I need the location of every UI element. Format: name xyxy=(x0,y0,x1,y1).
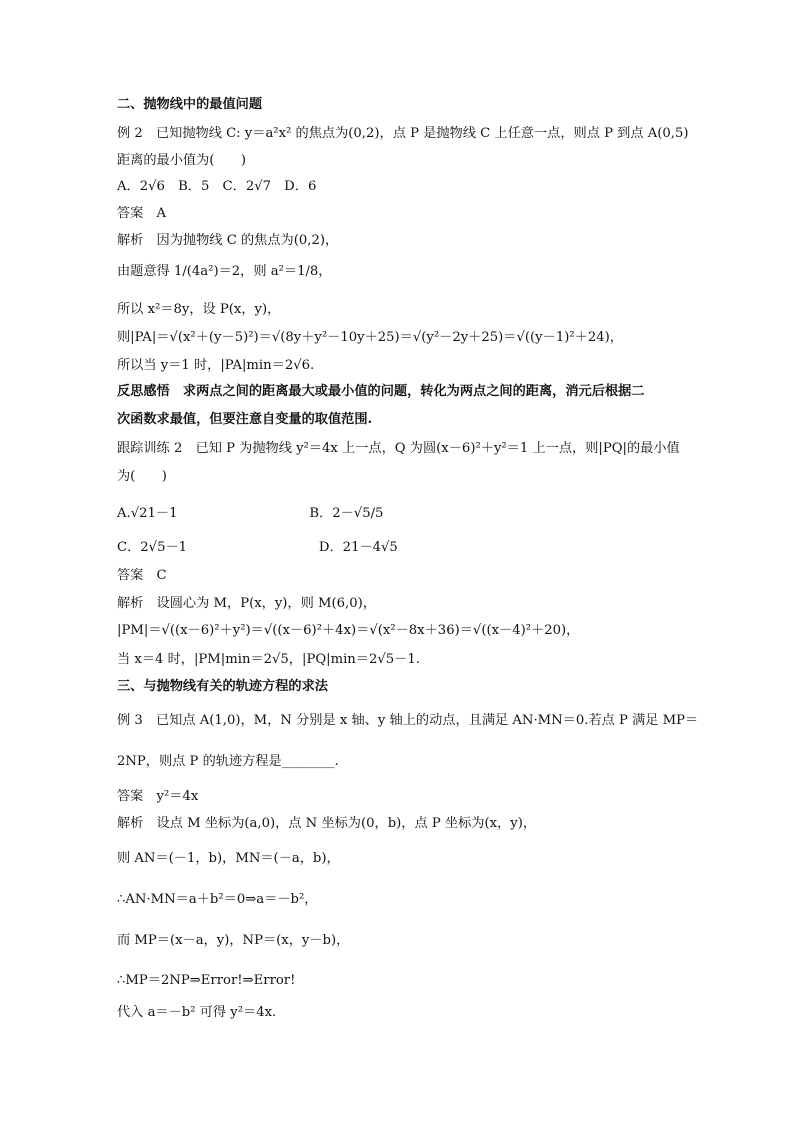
example-2-question-cont: 距离的最小值为( ) xyxy=(117,153,246,168)
example-3-analysis-line: 代入 a＝－b² 可得 y²＝4x. xyxy=(117,1005,277,1020)
example-2-analysis-line: 所以当 y＝1 时，|PA|min＝2√6. xyxy=(117,358,315,373)
example-3-question: 例 3 已知点 A(1,0)，M，N 分别是 x 轴、y 轴上的动点，且满足 AN·MN＝0.若点 P 满足 MP＝ xyxy=(117,713,699,728)
section-heading-2: 二、抛物线中的最值问题 xyxy=(117,97,263,112)
example-2-analysis-line: 所以 x²＝8y，设 P(x，y)， xyxy=(117,302,281,317)
practice-2-analysis-line: |PM|＝√((x－6)²＋y²)＝√((x－6)²＋4x)＝√(x²－8x＋36)＝√((x－4)²＋20)， xyxy=(117,623,580,638)
practice-2-analysis: 解析 设圆心为 M，P(x，y)，则 M(6,0)， xyxy=(117,596,376,611)
practice-2-options-cd: C．2√5－1 D．21－4√5 xyxy=(117,540,398,555)
example-2-analysis-line: 则|PA|＝√(x²＋(y－5)²)＝√(8y＋y²－10y＋25)＝√(y²－2y＋25)＝√((y－1)²＋24)， xyxy=(117,330,623,345)
example-3-analysis-line: 则 AN＝(－1，b)，MN＝(－a，b)， xyxy=(117,851,340,866)
example-2-options: A．2√6 B．5 C．2√7 D．6 xyxy=(117,179,317,194)
example-3-analysis-line: ∴MP＝2NP⇒Error!⇒Error! xyxy=(117,973,296,988)
practice-2-options-ab: A.√21－1 B．2－√5/5 xyxy=(117,506,384,521)
practice-2-analysis-line: 当 x＝4 时，|PM|min＝2√5，|PQ|min＝2√5－1. xyxy=(117,652,420,667)
example-3-answer: 答案 y²＝4x xyxy=(117,789,199,804)
example-2-answer: 答案 A xyxy=(117,206,167,221)
example-3-analysis: 解析 设点 M 坐标为(a,0)，点 N 坐标为(0，b)，点 P 坐标为(x，y)， xyxy=(117,816,537,831)
section-heading-3: 三、与抛物线有关的轨迹方程的求法 xyxy=(117,679,328,694)
example-2-analysis: 解析 因为抛物线 C 的焦点为(0,2)， xyxy=(117,233,339,248)
reflection-heading: 反思感悟 求两点之间的距离最大或最小值的问题，转化为两点之间的距离，消元后根据二 xyxy=(117,384,645,399)
example-3-question-cont: 2NP，则点 P 的轨迹方程是________. xyxy=(117,754,339,769)
example-3-analysis-line: 而 MP＝(x－a，y)，NP＝(x，y－b)， xyxy=(117,933,350,948)
example-3-analysis-line: ∴AN·MN＝a＋b²＝0⇒a＝－b²， xyxy=(117,892,318,907)
practice-2-question: 跟踪训练 2 已知 P 为抛物线 y²＝4x 上一点，Q 为圆(x－6)²＋y²＝1 上一点，则|PQ|的最小值 xyxy=(117,441,680,456)
practice-2-answer: 答案 C xyxy=(117,568,167,583)
practice-2-question-cont: 为( ) xyxy=(117,469,167,484)
example-2-question: 例 2 已知抛物线 C: y＝a²x² 的焦点为(0,2)，点 P 是抛物线 C 上任意一点，则点 P 到点 A(0,5) xyxy=(117,126,689,141)
reflection-cont: 次函数求最值，但要注意自变量的取值范围. xyxy=(117,412,373,427)
example-2-analysis-line: 由题意得 1/(4a²)＝2，则 a²＝1/8， xyxy=(117,264,332,279)
